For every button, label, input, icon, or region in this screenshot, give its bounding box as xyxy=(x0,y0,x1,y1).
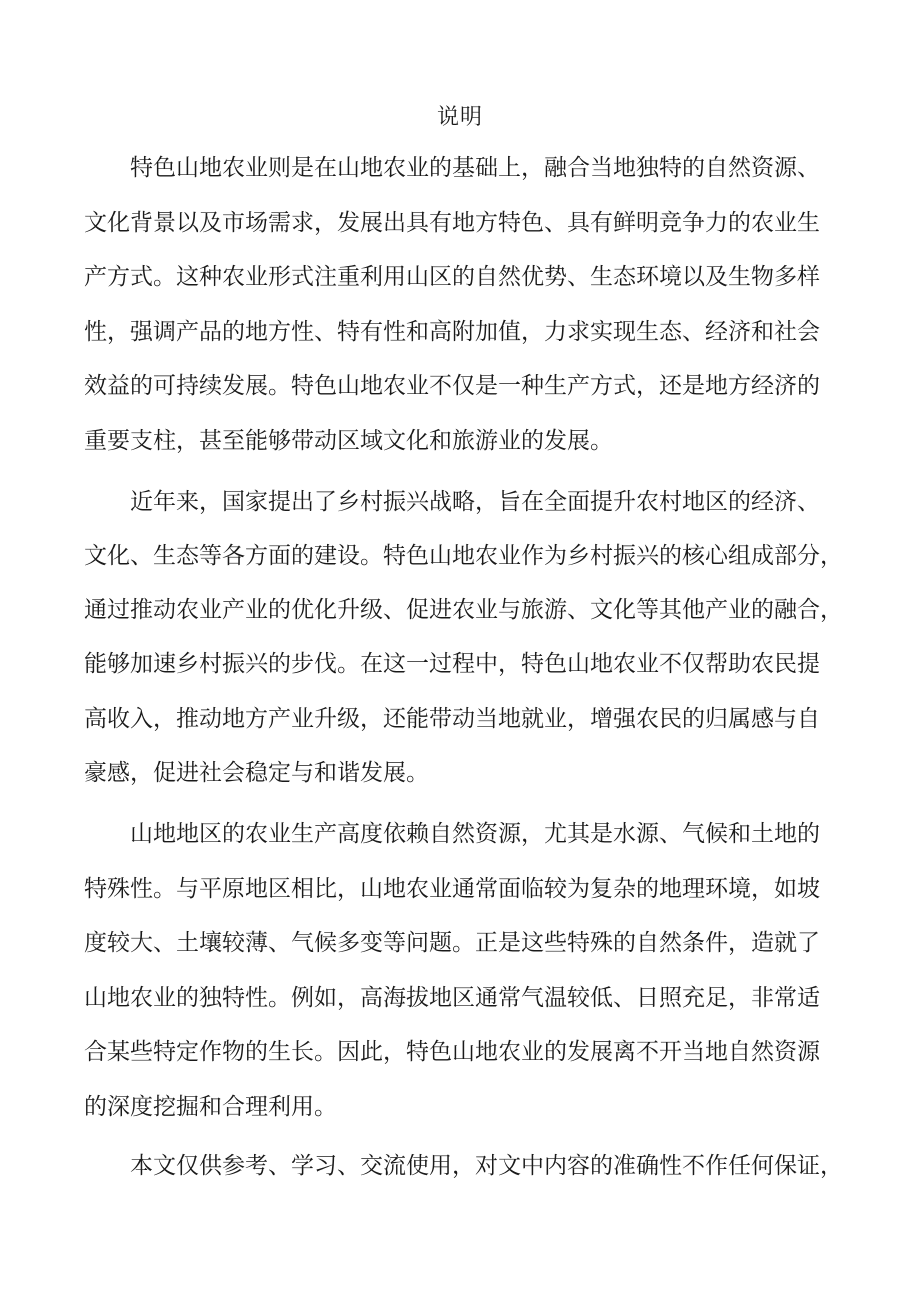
paragraph-2-line-4: 能够加速乡村振兴的步伐。在这一过程中，特色山地农业不仅帮助农民提 xyxy=(84,651,820,677)
paragraph-3-line-6: 的深度挖掘和合理利用。 xyxy=(84,1094,337,1120)
paragraph-1-line-1: 特色山地农业则是在山地农业的基础上，融合当地独特的自然资源、 xyxy=(130,155,820,181)
paragraph-1-line-4: 性，强调产品的地方性、特有性和高附加值，力求实现生态、经济和社会 xyxy=(84,319,820,345)
document-title: 说明 xyxy=(436,105,483,130)
paragraph-4-line-1: 本文仅供参考、学习、交流使用，对文中内容的准确性不作任何保证， xyxy=(130,1153,843,1179)
paragraph-3-line-3: 度较大、土壤较薄、气候多变等问题。正是这些特殊的自然条件，造就了 xyxy=(84,930,820,956)
paragraph-2-line-3: 通过推动农业产业的优化升级、促进农业与旅游、文化等其他产业的融合， xyxy=(84,597,843,623)
paragraph-2-line-5: 高收入，推动地方产业升级，还能带动当地就业，增强农民的归属感与自 xyxy=(84,706,820,732)
paragraph-1-line-3: 产方式。这种农业形式注重利用山区的自然优势、生态环境以及生物多样 xyxy=(84,264,820,290)
paragraph-2-line-1: 近年来，国家提出了乡村振兴战略，旨在全面提升农村地区的经济、 xyxy=(130,489,820,515)
paragraph-1-line-2: 文化背景以及市场需求，发展出具有地方特色、具有鲜明竞争力的农业生 xyxy=(84,210,820,236)
paragraph-3-line-5: 合某些特定作物的生长。因此，特色山地农业的发展离不开当地自然资源 xyxy=(84,1039,820,1065)
paragraph-1-line-5: 效益的可持续发展。特色山地农业不仅是一种生产方式，还是地方经济的 xyxy=(84,373,820,399)
paragraph-2-line-6: 豪感，促进社会稳定与和谐发展。 xyxy=(84,760,429,786)
paragraph-1-line-6: 重要支柱，甚至能够带动区域文化和旅游业的发展。 xyxy=(84,428,613,454)
paragraph-3-line-2: 特殊性。与平原地区相比，山地农业通常面临较为复杂的地理环境，如坡 xyxy=(84,876,820,902)
paragraph-3-line-4: 山地农业的独特性。例如，高海拔地区通常气温较低、日照充足，非常适 xyxy=(84,985,820,1011)
paragraph-2-line-2: 文化、生态等各方面的建设。特色山地农业作为乡村振兴的核心组成部分， xyxy=(84,543,843,569)
paragraph-3-line-1: 山地地区的农业生产高度依赖自然资源，尤其是水源、气候和土地的 xyxy=(130,821,820,847)
